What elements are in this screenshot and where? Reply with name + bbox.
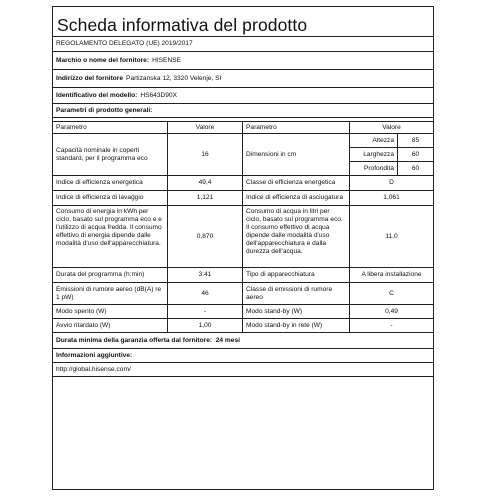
drying-value: 1,061 [383, 194, 400, 201]
general-params-row [53, 104, 433, 118]
address-label: Indirizzo del fornitore [56, 74, 124, 82]
noise-class-value: C [389, 289, 394, 297]
energy-consumption-value: 0,870 [168, 206, 243, 267]
standby-label: Modo stand-by (W) [243, 305, 350, 318]
regulation-row [53, 37, 433, 52]
dimension-width: Larghezza 60 [350, 148, 433, 162]
address-row [53, 70, 433, 88]
cleaning-value: 1,121 [168, 191, 243, 205]
additional-info-heading: Informazioni aggiuntive: [56, 351, 133, 359]
capacity-row [53, 134, 433, 176]
noise-row [53, 283, 433, 305]
brand-row [53, 52, 433, 70]
capacity-value: 16 [168, 134, 243, 175]
standby-value: 0,49 [385, 307, 398, 315]
noise-class-label: Classe di emissioni di rumore aereo [243, 283, 350, 304]
water-consumption-label: Consumo di acqua in litri per ciclo, basato sul programma eco. Il consumo effettivo di acqua dipende dalle modalità d'uso dell'apparecchiatura e dalla durezza dell'acqua. [243, 206, 350, 267]
energy-class-value: D [389, 179, 394, 186]
water-consumption-value: 11,0 [385, 232, 398, 240]
warranty-row [53, 333, 433, 349]
sheet-title: Scheda informativa del prodotto [57, 15, 308, 35]
header-value-right: Valore [382, 124, 401, 131]
cleaning-label: Indice di efficienza di lavaggio [53, 191, 168, 205]
table-header-row [53, 122, 433, 134]
dimensions-grid [350, 134, 433, 175]
appliance-type-value: A libera installazione [361, 271, 422, 278]
cleaning-row [53, 191, 433, 206]
model-row [53, 88, 433, 104]
product-information-sheet [52, 6, 434, 490]
duration-row [53, 268, 433, 283]
title-row [53, 7, 433, 37]
energy-index-row [53, 176, 433, 191]
warranty-text: Durata minima della garanzia offerta dal fornitore: 24 mesi [56, 336, 240, 344]
brand-label: Marchio o nome del fornitore: [56, 56, 150, 64]
energy-class-label: Classe di efficienza energetica [243, 176, 350, 190]
website-link[interactable]: http://global.hisense.com/ [56, 365, 131, 373]
brand-value: HISENSE [152, 56, 182, 64]
noise-label: Emissioni di rumore aereo (dB(A) re 1 pW) [53, 283, 168, 304]
network-standby-label: Modo stand-by in rete (W) [243, 319, 350, 332]
network-standby-value: - [390, 321, 393, 329]
header-value-left: Valore [168, 122, 243, 133]
model-value: HS643D90X [140, 91, 177, 99]
energy-consumption-label: Consumo di energia in kWh per ciclo, basato sul programma eco e e l'utilizzo di acqua fredda. Il consumo effettivo di energia dipende dalle modalità d'uso dell'apparecchiatura. [53, 206, 168, 267]
address-value: Partizanska 12, 3320 Velenje, SI [126, 74, 222, 82]
capacity-label: Capacità nominale in coperti standard, per il programma eco [53, 134, 168, 175]
eei-value: 49,4 [168, 176, 243, 190]
duration-label: Durata del programma (h:min) [53, 268, 168, 282]
delay-start-row [53, 319, 433, 333]
off-mode-value: - [168, 305, 243, 318]
off-mode-label: Modo spento (W) [53, 305, 168, 318]
delay-start-label: Avvio ritardato (W) [53, 319, 168, 332]
dimensions-label: Dimensioni in cm [243, 134, 350, 175]
model-label: Identificativo del modello: [56, 91, 138, 99]
header-param-left: Parametro [53, 122, 168, 133]
noise-value: 46 [168, 283, 243, 304]
off-mode-row [53, 305, 433, 319]
url-row [53, 363, 433, 377]
duration-value: 3:41 [168, 268, 243, 282]
dimension-height: Altezza 85 [350, 134, 433, 148]
additional-info-row [53, 349, 433, 363]
delay-start-value: 1,00 [168, 319, 243, 332]
eei-label: Indice di efficienza energetica [53, 176, 168, 190]
regulation-text: REGOLAMENTO DELEGATO (UE) 2019/2017 [56, 40, 193, 47]
dimension-depth: Profondità 60 [350, 162, 433, 175]
general-params-heading: Parametri di prodotto generali: [56, 107, 153, 114]
header-param-right: Parametro [243, 122, 350, 133]
drying-label: Indice di efficienza di asciugatura [243, 191, 350, 205]
consumption-row [53, 206, 433, 268]
appliance-type-label: Tipo di apparecchiatura [243, 268, 350, 282]
